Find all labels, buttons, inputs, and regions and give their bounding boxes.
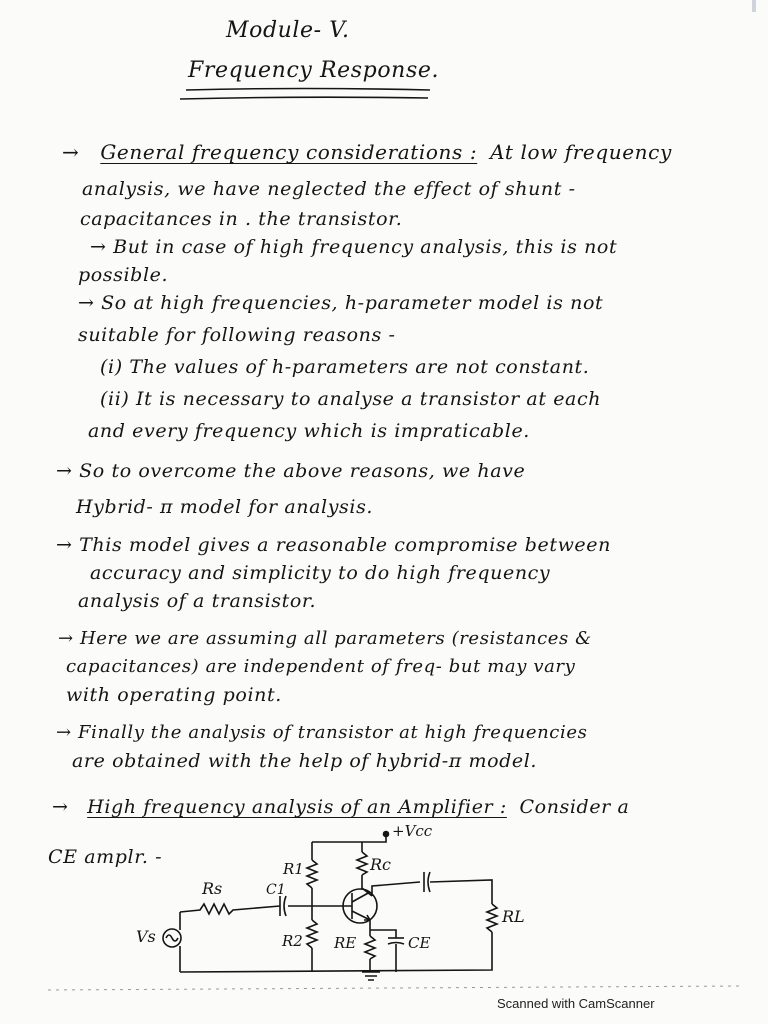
c1-label: C1 xyxy=(266,882,286,898)
line-6: → So at high frequencies, h-parameter model is not xyxy=(78,292,604,314)
line-8: (i) The values of h-parameters are not constant. xyxy=(100,356,590,378)
line-21-arrow: → xyxy=(52,796,69,818)
line-13: → This model gives a reasonable compromise between xyxy=(56,534,611,556)
line-20: are obtained with the help of hybrid-π model. xyxy=(72,750,538,772)
re-label: RE xyxy=(334,934,357,952)
line-1-arrow: → xyxy=(62,140,80,164)
line-17: capacitances) are independent of freq- but may vary xyxy=(66,656,576,677)
line-2: analysis, we have neglected the effect of shunt - xyxy=(82,178,576,200)
module-heading: Module- V. xyxy=(226,18,350,43)
vs-label: Vs xyxy=(136,927,156,946)
line-21-text: Consider a xyxy=(519,796,630,818)
r1-label: R1 xyxy=(283,860,304,878)
r2-label: R2 xyxy=(282,932,303,950)
rs-label: Rs xyxy=(202,879,223,898)
page-title: Frequency Response. xyxy=(188,58,440,83)
line-19: → Finally the analysis of transistor at high frequencies xyxy=(56,722,588,743)
line-16: → Here we are assuming all parameters (resistances & xyxy=(58,628,592,649)
rc-label: Rc xyxy=(370,855,392,874)
rl-label: RL xyxy=(502,907,525,926)
section-heading-high-frequency: High frequency analysis of an Amplifier : xyxy=(87,796,507,818)
vcc-label: +Vcc xyxy=(392,822,433,840)
line-12: Hybrid- π model for analysis. xyxy=(76,496,374,518)
camscanner-watermark: Scanned with CamScanner xyxy=(497,996,655,1011)
line-3: capacitances in . the transistor. xyxy=(80,208,403,230)
section-heading-general: General frequency considerations : xyxy=(100,140,478,164)
ce-label: CE xyxy=(408,934,431,952)
line-4: → But in case of high frequency analysis, this is not xyxy=(90,236,618,258)
line-9: (ii) It is necessary to analyse a transistor at each xyxy=(100,388,602,410)
line-10: and every frequency which is impraticable. xyxy=(88,420,530,442)
line-15: analysis of a transistor. xyxy=(78,590,317,612)
line-18: with operating point. xyxy=(66,684,282,706)
line-11: → So to overcome the above reasons, we have xyxy=(56,460,526,482)
line-22: CE amplr. - xyxy=(48,846,163,868)
line-5: possible. xyxy=(78,264,169,286)
line-14: accuracy and simplicity to do high frequency xyxy=(90,562,551,584)
line-1-text: At low frequency xyxy=(490,140,672,164)
line-7: suitable for following reasons - xyxy=(78,324,396,346)
